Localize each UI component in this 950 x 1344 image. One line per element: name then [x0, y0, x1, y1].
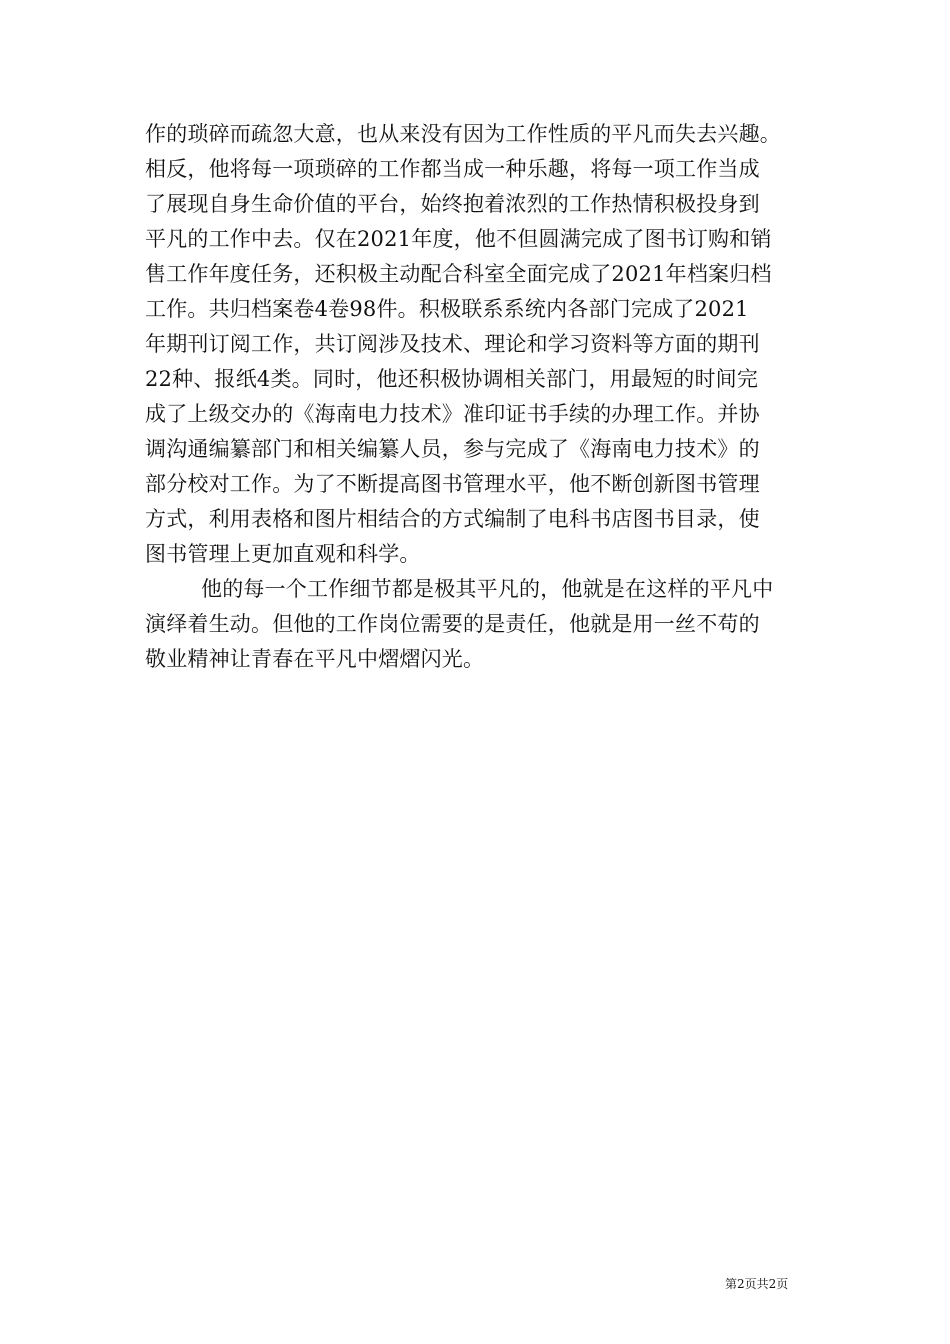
- document-body: [145, 117, 810, 677]
- paragraph-1-line: 部分校对工作。为了不断提高图书管理水平，他不断创新图书管理: [145, 472, 760, 496]
- paragraph-1-line: 了展现自身生命价值的平台，始终抱着浓烈的工作热情积极投身到: [145, 192, 760, 216]
- paragraph-1-line: 售工作年度任务，还积极主动配合科室全面完成了2021年档案归档: [145, 262, 772, 286]
- paragraph-1-line: 图书管理上更加直观和科学。: [145, 542, 421, 566]
- paragraph-1-line: 调沟通编纂部门和相关编纂人员，参与完成了《海南电力技术》的: [145, 437, 760, 461]
- paragraph-1-line: 22种、报纸4类。同时，他还积极协调相关部门，用最短的时间完: [145, 367, 759, 391]
- paragraph-1-line: 成了上级交办的《海南电力技术》准印证书手续的办理工作。并协: [145, 402, 760, 426]
- paragraph-1-line: 平凡的工作中去。仅在2021年度，他不但圆满完成了图书订购和销: [145, 227, 772, 251]
- paragraph-1-line: 方式，利用表格和图片相结合的方式编制了电科书店图书目录，使: [145, 507, 760, 531]
- paragraph-1-line: 作的琐碎而疏忽大意，也从来没有因为工作性质的平凡而失去兴趣。: [145, 122, 781, 146]
- paragraph-2-line: 敬业精神让青春在平凡中熠熠闪光。: [145, 647, 485, 671]
- page-number-footer: 第2页共2页: [725, 1277, 789, 1291]
- paragraph-2-first-line: 他的每一个工作细节都是极其平凡的，他就是在这样的平凡中: [201, 577, 774, 601]
- paragraph-1-line: 相反，他将每一项琐碎的工作都当成一种乐趣，将每一项工作当成: [145, 157, 760, 181]
- paragraph-1-line: 工作。共归档案卷4卷98件。积极联系系统内各部门完成了2021: [145, 297, 749, 321]
- paragraph-2-line: 演绎着生动。但他的工作岗位需要的是责任，他就是用一丝不苟的: [145, 612, 760, 636]
- paragraph-1-line: 年期刊订阅工作，共订阅涉及技术、理论和学习资料等方面的期刊: [145, 332, 760, 356]
